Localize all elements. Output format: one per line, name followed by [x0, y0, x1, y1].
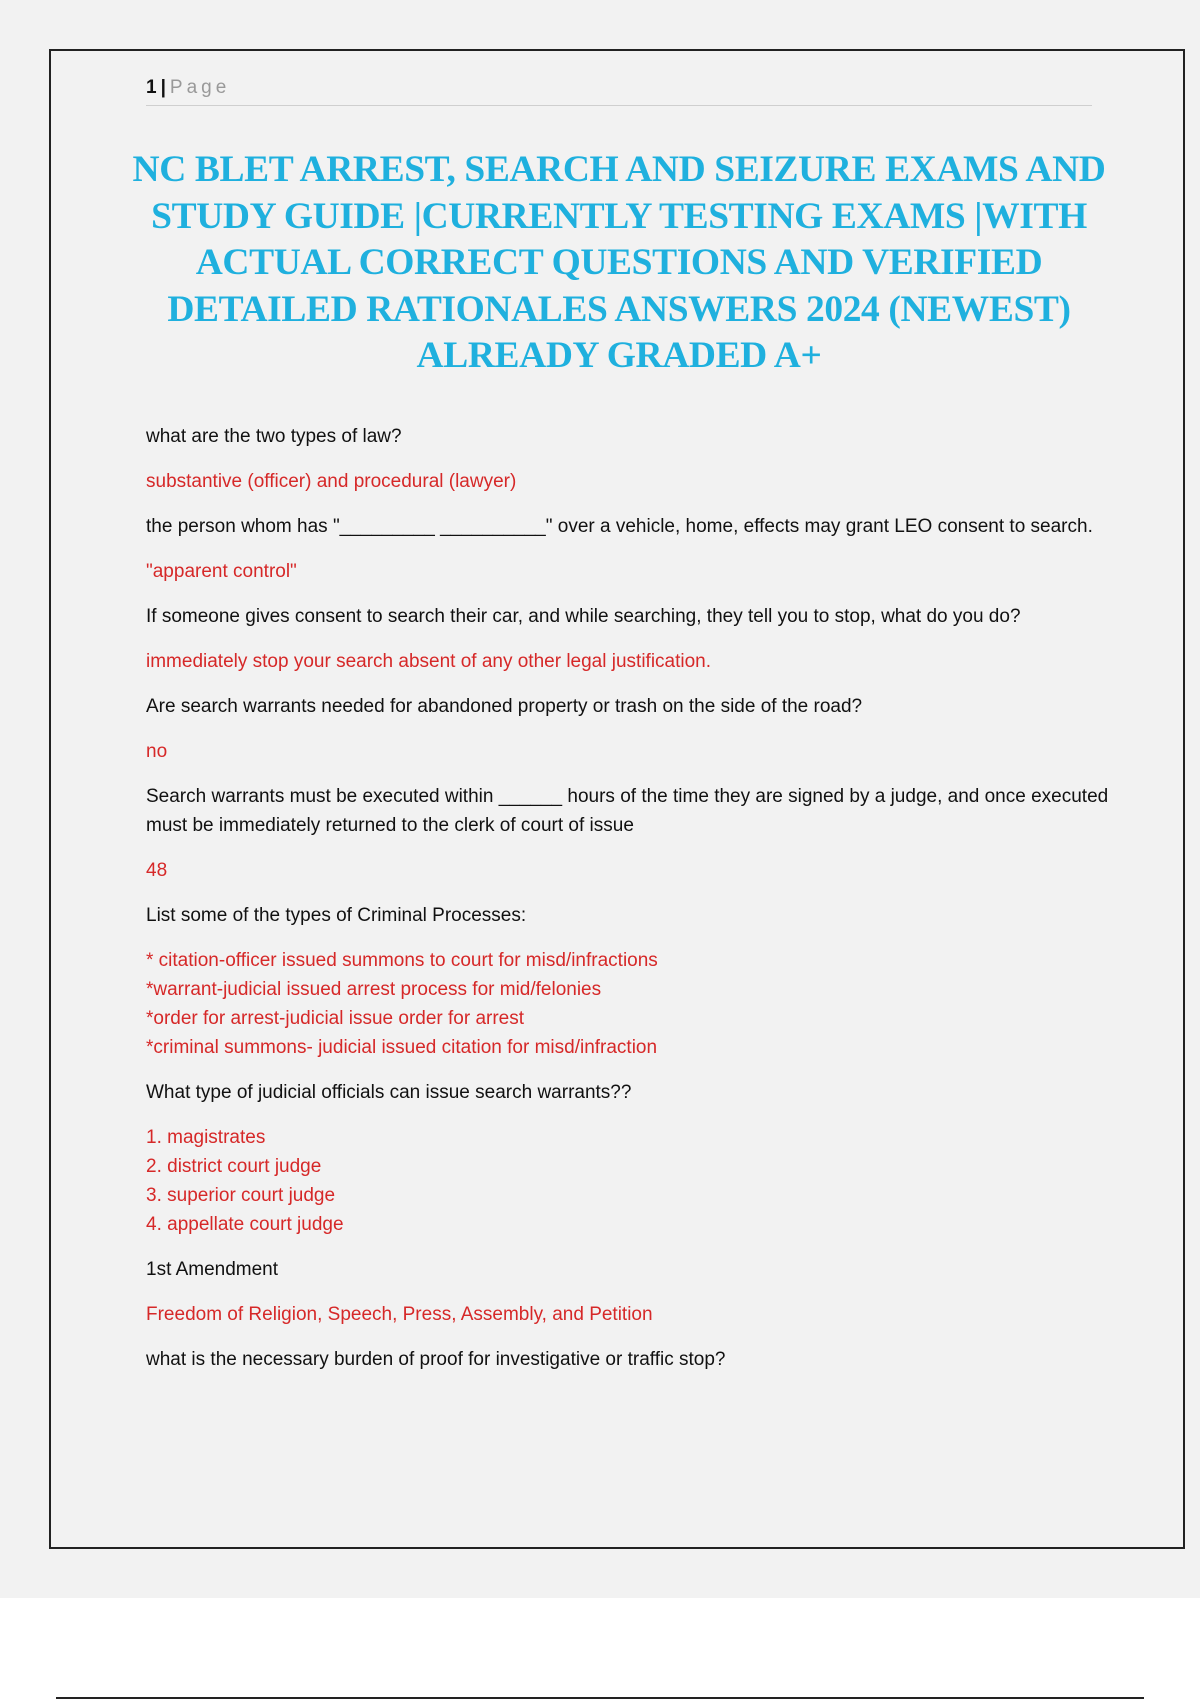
- page-label: Page: [169, 77, 231, 98]
- question-3: If someone gives consent to search their car, and while searching, they tell you to stop, what do you do?: [146, 606, 1021, 627]
- question-4: Are search warrants needed for abandoned property or trash on the side of the road?: [146, 696, 863, 717]
- answer-line: *criminal summons- judicial issued citation for misd/infraction: [146, 1037, 658, 1058]
- answer-line: *order for arrest-judicial issue order for arrest: [146, 1008, 525, 1029]
- answer-7: [146, 1123, 1136, 1239]
- answer-8: [146, 1300, 1136, 1329]
- next-page-strip: [0, 1598, 1200, 1700]
- answer-3: [146, 647, 1136, 676]
- question-7: What type of judicial officials can issue search warrants??: [146, 1082, 632, 1103]
- answer-6: [146, 946, 1136, 1062]
- answer-line: substantive (officer) and procedural (lawyer): [146, 471, 517, 492]
- qa-list: [146, 422, 1136, 1390]
- answer-line: 2. district court judge: [146, 1156, 322, 1177]
- question-5: Search warrants must be executed within ______ hours of the time they are signed by a judge, and once executed must be immediately returned to the clerk of court of issue: [146, 786, 1109, 836]
- question-1: what are the two types of law?: [146, 426, 402, 447]
- answer-line: 1. magistrates: [146, 1127, 266, 1148]
- answer-2: [146, 557, 1136, 586]
- question-2: the person whom has "_________ __________" over a vehicle, home, effects may grant LEO consent to search.: [146, 516, 1093, 537]
- answer-line: immediately stop your search absent of any other legal justification.: [146, 651, 712, 672]
- answer-line: Freedom of Religion, Speech, Press, Assembly, and Petition: [146, 1304, 653, 1325]
- answer-line: *warrant-judicial issued arrest process for mid/felonies: [146, 979, 602, 1000]
- bottom-divider: [56, 1697, 1144, 1699]
- answer-line: * citation-officer issued summons to court for misd/infractions: [146, 950, 658, 971]
- page-header: [146, 75, 1092, 106]
- answer-5: [146, 856, 1136, 885]
- answer-line: 3. superior court judge: [146, 1185, 336, 1206]
- answer-4: [146, 737, 1136, 766]
- question-9: what is the necessary burden of proof for investigative or traffic stop?: [146, 1349, 726, 1370]
- question-6: List some of the types of Criminal Processes:: [146, 905, 527, 926]
- document-page: [49, 49, 1185, 1549]
- answer-line: "apparent control": [146, 561, 297, 582]
- page-number: 1: [146, 77, 157, 98]
- question-8: 1st Amendment: [146, 1259, 279, 1280]
- document-title: NC BLET ARREST, SEARCH AND SEIZURE EXAMS AND STUDY GUIDE |CURRENTLY TESTING EXAMS |WITH ACTUAL CORRECT QUESTIONS AND VERIFIED DETAILED RATIONALES ANSWERS 2024 (NEWEST) ALREADY GRADED A+: [132, 149, 1106, 376]
- answer-line: 48: [146, 860, 168, 881]
- answer-line: no: [146, 741, 168, 762]
- answer-1: [146, 467, 1136, 496]
- answer-line: 4. appellate court judge: [146, 1214, 344, 1235]
- page-separator: |: [160, 77, 166, 98]
